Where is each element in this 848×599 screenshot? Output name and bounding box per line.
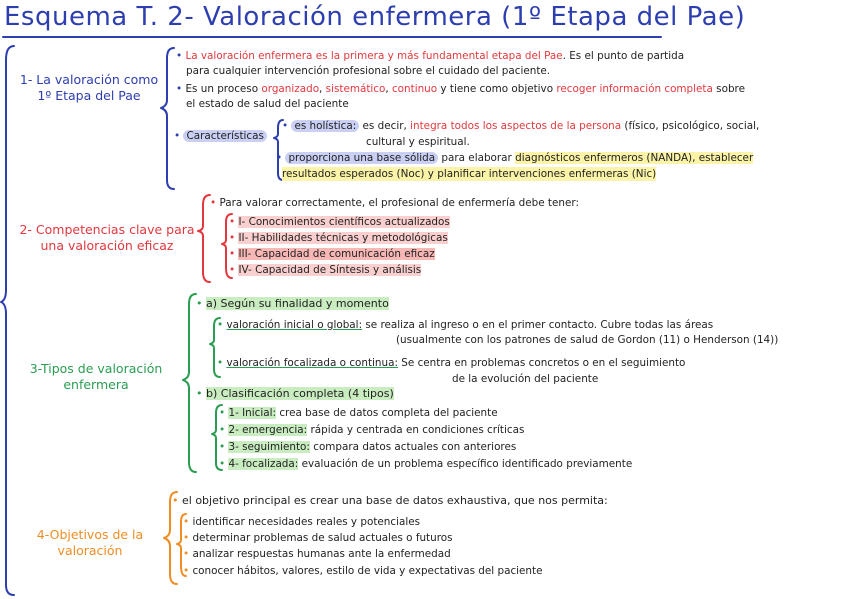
- objective-item: [183, 515, 420, 529]
- bullet-dot: •: [176, 83, 183, 95]
- keyword-sistematico: sistemático: [325, 83, 386, 95]
- characteristic-2: [276, 151, 753, 165]
- section3a-label: a) Según su finalidad y momento: [206, 297, 389, 310]
- valoracion-focalizada-label: valoración focalizada o continua:: [226, 357, 398, 369]
- section4-heading-line2: valoración: [57, 543, 123, 558]
- valoracion-focalizada: [217, 356, 685, 370]
- section1-bullet1-line2: para cualquier intervención profesional sobre el cuidado del paciente.: [186, 65, 551, 77]
- section2-intro: [210, 196, 579, 210]
- assessment-type: [219, 440, 516, 454]
- objective-item: [183, 531, 453, 545]
- text: y tiene como objetivo: [437, 83, 557, 95]
- section3-heading-line2: enfermera: [63, 377, 129, 392]
- bullet-dot: •: [219, 458, 226, 470]
- bullet-dot: •: [219, 424, 226, 436]
- section2-intro-text: Para valorar correctamente, el profesional de enfermería debe tener:: [219, 197, 579, 209]
- bullet-dot: •: [172, 494, 179, 507]
- characteristics-label-wrap: [174, 129, 267, 143]
- assessment-type-text: evaluación de un problema específico identificado previamente: [298, 458, 633, 470]
- bullet-dot: •: [282, 120, 289, 132]
- section1-heading: [10, 72, 168, 104]
- section4-heading-line1: 4-Objetivos de la: [36, 527, 144, 542]
- page-title: Esquema T. 2- Valoración enfermera (1º Etapa del Pae): [4, 2, 746, 32]
- section3-heading: [10, 361, 182, 393]
- characteristic-2-keyword: diagnósticos enfermeros (NANDA), establecer: [515, 152, 754, 164]
- objective-text: conocer hábitos, valores, estilo de vida y expectativas del paciente: [192, 565, 543, 577]
- section1-bullet2: [176, 82, 745, 96]
- section3b-label-wrap: [196, 387, 394, 401]
- assessment-type-text: crea base de datos completa del paciente: [276, 407, 498, 419]
- keyword-organizado: organizado: [261, 83, 320, 95]
- text: ,: [319, 83, 326, 95]
- assessment-type: [219, 457, 632, 471]
- section3-brace: [183, 294, 196, 472]
- competence-item: [229, 263, 421, 277]
- section2-heading-line2: una valoración eficaz: [40, 238, 174, 253]
- competence-text: IV- Capacidad de Síntesis y análisis: [238, 264, 422, 276]
- text: (físico, psicológico, social,: [621, 120, 760, 132]
- text: sobre: [712, 83, 745, 95]
- bullet-dot: •: [176, 50, 183, 62]
- section4-intro-text: el objetivo principal es crear una base de datos exhaustiva, que nos permita:: [182, 494, 608, 507]
- characteristic-1-line2: cultural y espiritual.: [366, 136, 470, 148]
- section1-bullet1-highlight: La valoración enfermera es la primera y más fundamental etapa del Pae: [185, 50, 563, 62]
- bullet-dot: •: [229, 248, 236, 260]
- bullet-dot: •: [183, 565, 190, 577]
- text: es decir,: [359, 120, 411, 132]
- keyword-continuo: continuo: [391, 83, 438, 95]
- characteristic-1: [282, 119, 759, 133]
- bullet-dot: •: [217, 357, 224, 369]
- text: Es un proceso: [185, 83, 262, 95]
- section3a-label-wrap: [196, 297, 389, 311]
- bullet-dot: •: [229, 232, 236, 244]
- assessment-type-label: 2- emergencia:: [228, 424, 308, 436]
- bullet-dot: •: [219, 441, 226, 453]
- text: para elaborar: [438, 152, 516, 164]
- bullet-dot: •: [219, 407, 226, 419]
- assessment-type-text: compara datos actuales con anteriores: [309, 441, 517, 453]
- bullet-dot: •: [229, 264, 236, 276]
- keyword-recoger-informacion: recoger información completa: [556, 83, 713, 95]
- bullet-dot: •: [183, 532, 190, 544]
- characteristic-1-label: es holística:: [291, 120, 359, 132]
- section2-heading-line1: 2- Competencias clave para: [19, 222, 195, 237]
- section3b-label: b) Clasificación completa (4 tipos): [206, 387, 394, 400]
- outer-brace: [1, 46, 14, 595]
- section4-intro: [172, 494, 608, 508]
- bullet-dot: •: [174, 130, 181, 142]
- competence-text: III- Capacidad de comunicación eficaz: [238, 248, 435, 260]
- valoracion-focalizada-text: Se centra en problemas concretos o en el seguimiento: [397, 357, 686, 369]
- competence-item: [229, 247, 435, 261]
- section1-brace: [161, 48, 174, 189]
- assessment-type-text: rápida y centrada en condiciones críticas: [307, 424, 525, 436]
- competence-text: I- Conocimientos científicos actualizados: [238, 216, 450, 228]
- valoracion-inicial-line2: (usualmente con los patrones de salud de Gordon (11) o Henderson (14)): [396, 334, 779, 346]
- section1-heading-line1: 1- La valoración como: [19, 72, 159, 87]
- bullet-dot: •: [196, 387, 203, 400]
- assessment-type-label: 1- Inicial:: [228, 407, 277, 419]
- section1-bullet1-text: . Es el punto de partida: [562, 50, 685, 62]
- section3-heading-line1: 3-Tipos de valoración: [29, 361, 163, 376]
- bullet-dot: •: [183, 548, 190, 560]
- characteristics-label: Características: [183, 130, 266, 142]
- valoracion-inicial-text: se realiza al ingreso o en el primer contacto. Cubre todas las áreas: [362, 319, 714, 331]
- valoracion-inicial-label: valoración inicial o global:: [226, 319, 363, 331]
- bullet-dot: •: [183, 516, 190, 528]
- bullet-dot: •: [217, 319, 224, 331]
- assessment-type: [219, 406, 498, 420]
- section1-heading-line2: 1º Etapa del Pae: [37, 88, 141, 103]
- competence-item: [229, 215, 450, 229]
- assessment-type: [219, 423, 524, 437]
- section4-heading: [10, 527, 170, 559]
- section2-heading: [12, 222, 202, 254]
- assessment-type-label: 4- focalizada:: [228, 458, 299, 470]
- objective-text: analizar respuestas humanas ante la enfermedad: [192, 548, 451, 560]
- objective-item: [183, 547, 451, 561]
- characteristic-2-line2: resultados esperados (Noc) y planificar intervenciones enfermeras (Nic): [282, 168, 657, 180]
- bullet-dot: •: [196, 297, 203, 310]
- competence-item: [229, 231, 448, 245]
- section1-bullet1: [176, 49, 684, 63]
- characteristic-1-keyword: integra todos los aspectos de la persona: [410, 120, 622, 132]
- characteristic-2-label: proporciona una base sólida: [285, 152, 438, 164]
- valoracion-focalizada-line2: de la evolución del paciente: [452, 373, 599, 385]
- section1-bullet2-line2: el estado de salud del paciente: [186, 98, 349, 110]
- competence-text: II- Habilidades técnicas y metodológicas: [238, 232, 448, 244]
- bullet-dot: •: [229, 216, 236, 228]
- bullet-dot: •: [210, 197, 217, 209]
- valoracion-inicial: [217, 318, 713, 332]
- objective-item: [183, 564, 543, 578]
- bullet-dot: •: [276, 152, 283, 164]
- objective-text: determinar problemas de salud actuales o futuros: [192, 532, 453, 544]
- text: ,: [385, 83, 392, 95]
- objective-text: identificar necesidades reales y potenciales: [192, 516, 421, 528]
- assessment-type-label: 3- seguimiento:: [228, 441, 310, 453]
